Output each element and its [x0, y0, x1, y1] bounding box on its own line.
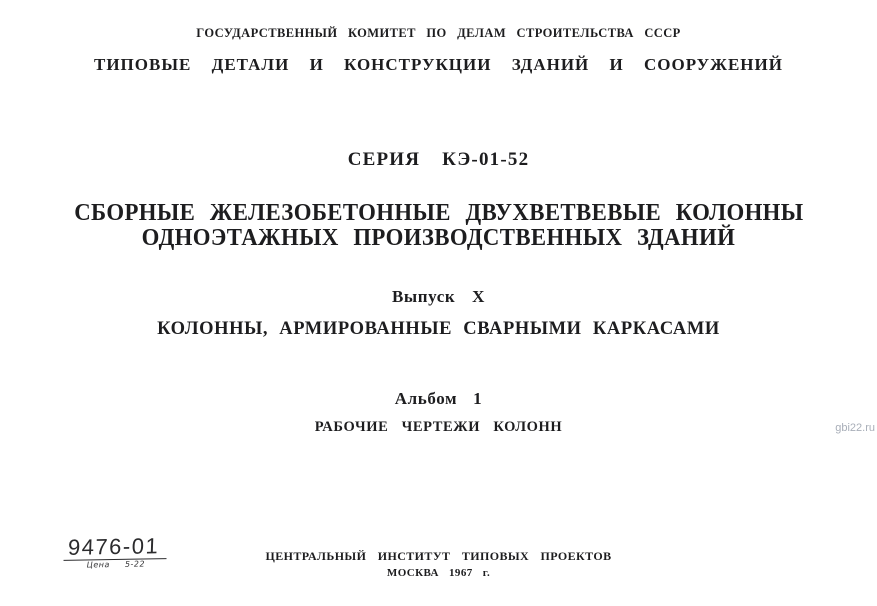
main-title-line-2: [0, 225, 877, 252]
series-line: СЕРИЯ КЭ-01-52: [347, 149, 530, 170]
publisher-line: ЦЕНТРАЛЬНЫЙ ИНСТИТУТ ТИПОВЫХ ПРОЕКТОВ: [265, 549, 612, 563]
site-watermark: gbi22.ru: [835, 422, 875, 434]
album-subtitle-line: РАБОЧИЕ ЧЕРТЕЖИ КОЛОНН: [314, 419, 563, 435]
subtitle-line: КОЛОННЫ, АРМИРОВАННЫЕ СВАРНЫМИ КАРКАСАМИ: [157, 319, 720, 339]
stamp-code: 9476-01: [64, 535, 168, 561]
typical-details-header-line: ТИПОВЫЕ ДЕТАЛИ И КОНСТРУКЦИИ ЗДАНИЙ И СООРУЖЕНИЙ: [94, 55, 783, 74]
committee-header-line: ГОСУДАРСТВЕННЫЙ КОМИТЕТ ПО ДЕЛАМ СТРОИТЕЛЬСТВА СССР: [196, 26, 681, 40]
issue-line: Выпуск X: [391, 287, 486, 306]
main-title-line-1-text: СБОРНЫЕ ЖЕЛЕЗОБЕТОННЫЕ ДВУХВЕТВЕВЫЕ КОЛОННЫ: [73, 199, 804, 227]
album-line: Альбом 1: [394, 389, 483, 408]
stamp-price: Цена 5-22: [86, 559, 146, 570]
city-year-line: МОСКВА 1967 г.: [386, 567, 491, 579]
main-title-line-2-text: ОДНОЭТАЖНЫХ ПРОИЗВОДСТВЕННЫХ ЗДАНИЙ: [141, 224, 736, 252]
main-title-line-1: [0, 200, 877, 227]
